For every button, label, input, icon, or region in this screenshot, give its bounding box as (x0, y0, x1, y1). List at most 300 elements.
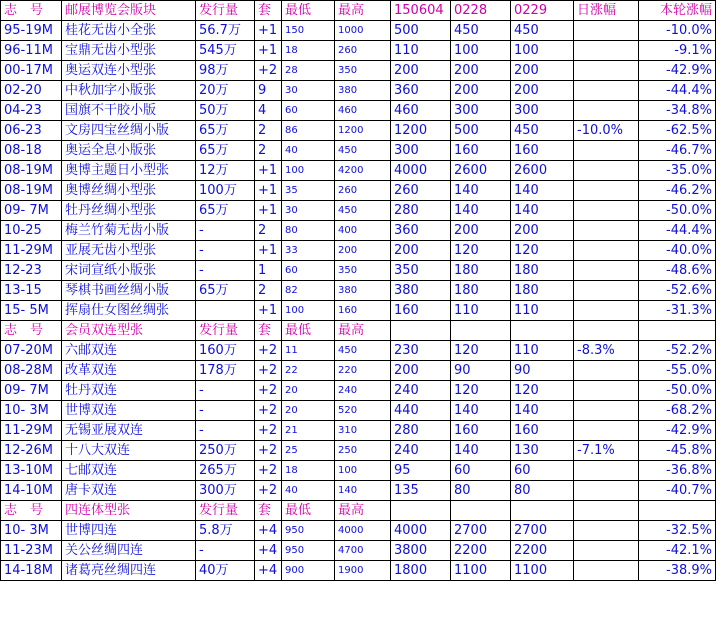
cell-d0229[interactable]: 180 (511, 261, 574, 281)
cell-high[interactable]: 520 (335, 401, 391, 421)
cell-issue[interactable]: 65万 (196, 141, 255, 161)
cell-id[interactable]: 11-29M (1, 421, 62, 441)
cell-low[interactable]: 100 (282, 301, 335, 321)
cell-id[interactable]: 11-29M (1, 241, 62, 261)
cell-name[interactable]: 亚展无齿小型张 (62, 241, 196, 261)
cell-set[interactable]: +2 (255, 401, 282, 421)
cell-d0228[interactable] (451, 321, 511, 341)
cell-round-change[interactable]: -31.3% (639, 301, 716, 321)
cell-round-change[interactable]: -38.9% (639, 561, 716, 581)
cell-low[interactable]: 11 (282, 341, 335, 361)
cell-set[interactable]: +4 (255, 541, 282, 561)
cell-low[interactable]: 40 (282, 481, 335, 501)
cell-low[interactable]: 20 (282, 381, 335, 401)
cell-id[interactable]: 12-23 (1, 261, 62, 281)
cell-name[interactable]: 会员双连型张 (62, 321, 196, 341)
cell-low[interactable]: 21 (282, 421, 335, 441)
cell-day-change[interactable] (574, 521, 639, 541)
cell-name[interactable]: 国旗不干胶小版 (62, 101, 196, 121)
cell-d0228[interactable]: 500 (451, 121, 511, 141)
cell-round-change[interactable]: -32.5% (639, 521, 716, 541)
cell-set[interactable]: +2 (255, 441, 282, 461)
cell-set[interactable]: +2 (255, 341, 282, 361)
cell-d0228[interactable]: 60 (451, 461, 511, 481)
cell-d150604[interactable]: 110 (391, 41, 451, 61)
cell-day-change[interactable] (574, 101, 639, 121)
cell-d0228[interactable]: 140 (451, 401, 511, 421)
cell-d0228[interactable]: 140 (451, 441, 511, 461)
cell-high[interactable]: 1200 (335, 121, 391, 141)
cell-d0229[interactable]: 300 (511, 101, 574, 121)
cell-issue[interactable]: - (196, 241, 255, 261)
cell-d0229[interactable]: 200 (511, 61, 574, 81)
cell-high[interactable]: 310 (335, 421, 391, 441)
cell-d0228[interactable]: 140 (451, 181, 511, 201)
cell-low[interactable]: 100 (282, 161, 335, 181)
cell-low[interactable]: 35 (282, 181, 335, 201)
cell-name[interactable]: 世博四连 (62, 521, 196, 541)
cell-d0229[interactable]: 200 (511, 81, 574, 101)
cell-day-change[interactable]: 日涨幅 (574, 1, 639, 21)
cell-id[interactable]: 志 号 (1, 1, 62, 21)
cell-day-change[interactable] (574, 461, 639, 481)
cell-id[interactable]: 08-18 (1, 141, 62, 161)
cell-d0229[interactable]: 110 (511, 301, 574, 321)
cell-d0229[interactable]: 2600 (511, 161, 574, 181)
cell-high[interactable]: 100 (335, 461, 391, 481)
cell-high[interactable]: 350 (335, 61, 391, 81)
cell-name[interactable]: 邮展博览会版块 (62, 1, 196, 21)
cell-id[interactable]: 志 号 (1, 501, 62, 521)
cell-id[interactable]: 11-23M (1, 541, 62, 561)
cell-d0229[interactable]: 2700 (511, 521, 574, 541)
cell-d0229[interactable]: 140 (511, 201, 574, 221)
cell-d0229[interactable]: 60 (511, 461, 574, 481)
cell-round-change[interactable]: -44.4% (639, 81, 716, 101)
cell-name[interactable]: 奥运全息小版张 (62, 141, 196, 161)
cell-round-change[interactable]: -44.4% (639, 221, 716, 241)
cell-d0228[interactable]: 160 (451, 141, 511, 161)
cell-day-change[interactable] (574, 81, 639, 101)
cell-d150604[interactable] (391, 321, 451, 341)
cell-low[interactable]: 950 (282, 541, 335, 561)
cell-d150604[interactable]: 500 (391, 21, 451, 41)
cell-name[interactable]: 六邮双连 (62, 341, 196, 361)
cell-issue[interactable]: - (196, 261, 255, 281)
cell-d150604[interactable]: 3800 (391, 541, 451, 561)
cell-issue[interactable]: 100万 (196, 181, 255, 201)
cell-id[interactable]: 08-19M (1, 181, 62, 201)
cell-d0229[interactable]: 1100 (511, 561, 574, 581)
cell-d0229[interactable]: 90 (511, 361, 574, 381)
cell-set[interactable]: 套 (255, 1, 282, 21)
cell-high[interactable]: 160 (335, 301, 391, 321)
cell-d0229[interactable]: 80 (511, 481, 574, 501)
cell-high[interactable]: 260 (335, 41, 391, 61)
cell-d150604[interactable]: 280 (391, 201, 451, 221)
cell-issue[interactable]: 5.8万 (196, 521, 255, 541)
cell-day-change[interactable] (574, 361, 639, 381)
cell-set[interactable]: +1 (255, 21, 282, 41)
cell-day-change[interactable] (574, 181, 639, 201)
cell-low[interactable]: 60 (282, 101, 335, 121)
cell-high[interactable]: 最高 (335, 321, 391, 341)
cell-set[interactable]: 2 (255, 141, 282, 161)
cell-name[interactable]: 世博双连 (62, 401, 196, 421)
cell-round-change[interactable]: -40.7% (639, 481, 716, 501)
cell-high[interactable]: 1000 (335, 21, 391, 41)
cell-high[interactable]: 最高 (335, 501, 391, 521)
cell-high[interactable]: 450 (335, 201, 391, 221)
cell-round-change[interactable]: -35.0% (639, 161, 716, 181)
cell-name[interactable]: 奥博主题日小型张 (62, 161, 196, 181)
cell-d150604[interactable]: 1800 (391, 561, 451, 581)
cell-low[interactable]: 60 (282, 261, 335, 281)
cell-issue[interactable]: 265万 (196, 461, 255, 481)
cell-high[interactable]: 240 (335, 381, 391, 401)
cell-name[interactable]: 中秋加字小版张 (62, 81, 196, 101)
cell-id[interactable]: 12-26M (1, 441, 62, 461)
cell-round-change[interactable]: -40.0% (639, 241, 716, 261)
cell-d150604[interactable]: 440 (391, 401, 451, 421)
cell-issue[interactable]: 发行量 (196, 501, 255, 521)
cell-day-change[interactable] (574, 261, 639, 281)
cell-day-change[interactable]: -10.0% (574, 121, 639, 141)
cell-issue[interactable]: 65万 (196, 201, 255, 221)
cell-name[interactable]: 文房四宝丝绸小版 (62, 121, 196, 141)
cell-d0228[interactable]: 200 (451, 61, 511, 81)
cell-d0229[interactable]: 140 (511, 401, 574, 421)
cell-d150604[interactable]: 300 (391, 141, 451, 161)
cell-round-change[interactable]: -52.2% (639, 341, 716, 361)
cell-d0228[interactable]: 140 (451, 201, 511, 221)
cell-id[interactable]: 09- 7M (1, 381, 62, 401)
cell-day-change[interactable] (574, 201, 639, 221)
cell-id[interactable]: 志 号 (1, 321, 62, 341)
cell-issue[interactable]: 50万 (196, 101, 255, 121)
cell-set[interactable]: 2 (255, 221, 282, 241)
cell-set[interactable]: 2 (255, 121, 282, 141)
cell-issue[interactable]: 98万 (196, 61, 255, 81)
cell-d0228[interactable]: 1100 (451, 561, 511, 581)
cell-d0229[interactable]: 100 (511, 41, 574, 61)
cell-day-change[interactable] (574, 381, 639, 401)
cell-id[interactable]: 14-18M (1, 561, 62, 581)
cell-day-change[interactable] (574, 41, 639, 61)
cell-d0228[interactable]: 110 (451, 301, 511, 321)
cell-set[interactable]: +2 (255, 461, 282, 481)
cell-name[interactable]: 牡丹双连 (62, 381, 196, 401)
cell-day-change[interactable] (574, 241, 639, 261)
cell-set[interactable]: +1 (255, 241, 282, 261)
cell-d0228[interactable]: 200 (451, 81, 511, 101)
cell-d0228[interactable]: 2700 (451, 521, 511, 541)
cell-id[interactable]: 02-20 (1, 81, 62, 101)
cell-high[interactable]: 200 (335, 241, 391, 261)
cell-d150604[interactable]: 380 (391, 281, 451, 301)
cell-low[interactable]: 30 (282, 81, 335, 101)
cell-d0228[interactable]: 80 (451, 481, 511, 501)
cell-low[interactable]: 40 (282, 141, 335, 161)
cell-low[interactable]: 22 (282, 361, 335, 381)
cell-high[interactable]: 260 (335, 181, 391, 201)
cell-d150604[interactable] (391, 501, 451, 521)
cell-high[interactable]: 250 (335, 441, 391, 461)
cell-issue[interactable]: - (196, 381, 255, 401)
cell-id[interactable]: 10- 3M (1, 521, 62, 541)
cell-round-change[interactable]: -36.8% (639, 461, 716, 481)
cell-d150604[interactable]: 1200 (391, 121, 451, 141)
cell-id[interactable]: 10- 3M (1, 401, 62, 421)
cell-round-change[interactable]: -45.8% (639, 441, 716, 461)
cell-d0228[interactable]: 90 (451, 361, 511, 381)
cell-name[interactable]: 梅兰竹菊无齿小版 (62, 221, 196, 241)
cell-id[interactable]: 95-19M (1, 21, 62, 41)
cell-issue[interactable]: 发行量 (196, 1, 255, 21)
cell-d0228[interactable]: 180 (451, 261, 511, 281)
cell-set[interactable]: +4 (255, 521, 282, 541)
cell-day-change[interactable] (574, 401, 639, 421)
cell-d0229[interactable]: 140 (511, 181, 574, 201)
cell-issue[interactable]: 300万 (196, 481, 255, 501)
cell-day-change[interactable] (574, 541, 639, 561)
cell-round-change[interactable]: -9.1% (639, 41, 716, 61)
cell-d0228[interactable]: 2600 (451, 161, 511, 181)
cell-d150604[interactable]: 360 (391, 81, 451, 101)
cell-high[interactable]: 450 (335, 141, 391, 161)
cell-d0229[interactable]: 130 (511, 441, 574, 461)
cell-set[interactable]: +1 (255, 201, 282, 221)
cell-d150604[interactable]: 4000 (391, 161, 451, 181)
cell-d0229[interactable]: 200 (511, 221, 574, 241)
cell-d150604[interactable]: 135 (391, 481, 451, 501)
cell-d0228[interactable]: 160 (451, 421, 511, 441)
cell-id[interactable]: 09- 7M (1, 201, 62, 221)
cell-d150604[interactable]: 95 (391, 461, 451, 481)
cell-set[interactable]: +1 (255, 41, 282, 61)
cell-name[interactable]: 宋词宣纸小版张 (62, 261, 196, 281)
cell-issue[interactable]: - (196, 541, 255, 561)
cell-d150604[interactable]: 4000 (391, 521, 451, 541)
cell-high[interactable]: 4000 (335, 521, 391, 541)
cell-set[interactable]: +2 (255, 61, 282, 81)
cell-set[interactable]: +2 (255, 481, 282, 501)
cell-set[interactable]: +1 (255, 161, 282, 181)
cell-low[interactable]: 最低 (282, 321, 335, 341)
cell-day-change[interactable] (574, 321, 639, 341)
cell-d150604[interactable]: 160 (391, 301, 451, 321)
cell-low[interactable]: 150 (282, 21, 335, 41)
cell-day-change[interactable]: -8.3% (574, 341, 639, 361)
cell-set[interactable]: 9 (255, 81, 282, 101)
cell-d0229[interactable]: 450 (511, 121, 574, 141)
cell-high[interactable]: 1900 (335, 561, 391, 581)
cell-round-change[interactable]: -10.0% (639, 21, 716, 41)
cell-d0228[interactable]: 120 (451, 341, 511, 361)
cell-issue[interactable]: 250万 (196, 441, 255, 461)
cell-round-change[interactable]: -50.0% (639, 201, 716, 221)
cell-d150604[interactable]: 240 (391, 381, 451, 401)
cell-d150604[interactable]: 360 (391, 221, 451, 241)
cell-high[interactable]: 460 (335, 101, 391, 121)
cell-set[interactable]: 套 (255, 501, 282, 521)
cell-day-change[interactable] (574, 141, 639, 161)
cell-low[interactable]: 30 (282, 201, 335, 221)
cell-d0229[interactable]: 160 (511, 421, 574, 441)
cell-issue[interactable]: 178万 (196, 361, 255, 381)
cell-round-change[interactable]: -48.6% (639, 261, 716, 281)
cell-round-change[interactable]: -42.9% (639, 61, 716, 81)
cell-high[interactable]: 最高 (335, 1, 391, 21)
cell-day-change[interactable] (574, 501, 639, 521)
cell-high[interactable]: 4200 (335, 161, 391, 181)
cell-name[interactable]: 挥扇仕女图丝绸张 (62, 301, 196, 321)
cell-d0229[interactable]: 450 (511, 21, 574, 41)
cell-d0229[interactable]: 110 (511, 341, 574, 361)
cell-low[interactable]: 20 (282, 401, 335, 421)
cell-round-change[interactable] (639, 501, 716, 521)
cell-name[interactable]: 诸葛亮丝绸四连 (62, 561, 196, 581)
cell-high[interactable]: 220 (335, 361, 391, 381)
cell-d150604[interactable]: 150604 (391, 1, 451, 21)
cell-d150604[interactable]: 240 (391, 441, 451, 461)
cell-day-change[interactable] (574, 61, 639, 81)
cell-set[interactable]: 套 (255, 321, 282, 341)
cell-d150604[interactable]: 260 (391, 181, 451, 201)
cell-round-change[interactable]: -34.8% (639, 101, 716, 121)
cell-name[interactable]: 无锡亚展双连 (62, 421, 196, 441)
cell-low[interactable]: 80 (282, 221, 335, 241)
cell-id[interactable]: 00-17M (1, 61, 62, 81)
cell-d150604[interactable]: 460 (391, 101, 451, 121)
cell-name[interactable]: 桂花无齿小全张 (62, 21, 196, 41)
cell-name[interactable]: 琴棋书画丝绸小版 (62, 281, 196, 301)
cell-set[interactable]: +4 (255, 561, 282, 581)
cell-set[interactable]: +2 (255, 361, 282, 381)
cell-id[interactable]: 07-20M (1, 341, 62, 361)
cell-d0229[interactable]: 180 (511, 281, 574, 301)
cell-d0228[interactable]: 120 (451, 241, 511, 261)
cell-id[interactable]: 14-10M (1, 481, 62, 501)
cell-name[interactable]: 关公丝绸四连 (62, 541, 196, 561)
cell-d150604[interactable]: 200 (391, 241, 451, 261)
cell-day-change[interactable] (574, 161, 639, 181)
cell-issue[interactable]: 65万 (196, 281, 255, 301)
cell-id[interactable]: 15- 5M (1, 301, 62, 321)
cell-day-change[interactable] (574, 221, 639, 241)
cell-d0228[interactable]: 180 (451, 281, 511, 301)
cell-round-change[interactable]: -42.1% (639, 541, 716, 561)
cell-issue[interactable]: - (196, 401, 255, 421)
cell-day-change[interactable] (574, 21, 639, 41)
cell-day-change[interactable] (574, 281, 639, 301)
cell-round-change[interactable]: -62.5% (639, 121, 716, 141)
cell-round-change[interactable]: -42.9% (639, 421, 716, 441)
cell-issue[interactable]: 160万 (196, 341, 255, 361)
cell-high[interactable]: 140 (335, 481, 391, 501)
cell-set[interactable]: +2 (255, 381, 282, 401)
cell-id[interactable]: 13-15 (1, 281, 62, 301)
cell-issue[interactable]: 545万 (196, 41, 255, 61)
cell-d0229[interactable]: 120 (511, 381, 574, 401)
cell-low[interactable]: 86 (282, 121, 335, 141)
cell-day-change[interactable] (574, 481, 639, 501)
cell-day-change[interactable] (574, 301, 639, 321)
cell-round-change[interactable]: -68.2% (639, 401, 716, 421)
cell-d150604[interactable]: 280 (391, 421, 451, 441)
cell-d0229[interactable] (511, 501, 574, 521)
cell-d150604[interactable]: 230 (391, 341, 451, 361)
cell-set[interactable]: 1 (255, 261, 282, 281)
cell-name[interactable]: 四连体型张 (62, 501, 196, 521)
cell-set[interactable]: +1 (255, 181, 282, 201)
cell-d0228[interactable]: 450 (451, 21, 511, 41)
cell-id[interactable]: 06-23 (1, 121, 62, 141)
cell-d0229[interactable]: 0229 (511, 1, 574, 21)
cell-name[interactable]: 牡丹丝绸小型张 (62, 201, 196, 221)
cell-high[interactable]: 380 (335, 81, 391, 101)
cell-day-change[interactable] (574, 561, 639, 581)
cell-name[interactable]: 奥博丝绸小型张 (62, 181, 196, 201)
cell-name[interactable]: 宝鼎无齿小型张 (62, 41, 196, 61)
cell-high[interactable]: 380 (335, 281, 391, 301)
cell-d150604[interactable]: 200 (391, 361, 451, 381)
cell-low[interactable]: 最低 (282, 1, 335, 21)
cell-issue[interactable]: 56.7万 (196, 21, 255, 41)
cell-d0229[interactable]: 2200 (511, 541, 574, 561)
cell-low[interactable]: 82 (282, 281, 335, 301)
cell-round-change[interactable] (639, 321, 716, 341)
cell-id[interactable]: 08-28M (1, 361, 62, 381)
cell-day-change[interactable]: -7.1% (574, 441, 639, 461)
cell-name[interactable]: 唐卡双连 (62, 481, 196, 501)
cell-d0228[interactable]: 200 (451, 221, 511, 241)
cell-high[interactable]: 400 (335, 221, 391, 241)
cell-high[interactable]: 350 (335, 261, 391, 281)
cell-d0229[interactable]: 160 (511, 141, 574, 161)
cell-set[interactable]: +1 (255, 301, 282, 321)
cell-issue[interactable]: 65万 (196, 121, 255, 141)
cell-round-change[interactable]: -50.0% (639, 381, 716, 401)
cell-high[interactable]: 4700 (335, 541, 391, 561)
cell-low[interactable]: 950 (282, 521, 335, 541)
cell-d0229[interactable]: 120 (511, 241, 574, 261)
cell-high[interactable]: 450 (335, 341, 391, 361)
cell-issue[interactable]: 发行量 (196, 321, 255, 341)
cell-set[interactable]: 2 (255, 281, 282, 301)
cell-round-change[interactable]: -52.6% (639, 281, 716, 301)
cell-low[interactable]: 900 (282, 561, 335, 581)
cell-id[interactable]: 10-25 (1, 221, 62, 241)
cell-issue[interactable]: 12万 (196, 161, 255, 181)
cell-id[interactable]: 96-11M (1, 41, 62, 61)
cell-d0229[interactable] (511, 321, 574, 341)
cell-issue[interactable]: - (196, 421, 255, 441)
cell-low[interactable]: 33 (282, 241, 335, 261)
cell-low[interactable]: 18 (282, 461, 335, 481)
cell-day-change[interactable] (574, 421, 639, 441)
cell-name[interactable]: 七邮双连 (62, 461, 196, 481)
cell-issue[interactable]: - (196, 221, 255, 241)
cell-round-change[interactable]: -46.2% (639, 181, 716, 201)
cell-issue[interactable]: 20万 (196, 81, 255, 101)
cell-id[interactable]: 08-19M (1, 161, 62, 181)
cell-d150604[interactable]: 200 (391, 61, 451, 81)
cell-d0228[interactable]: 100 (451, 41, 511, 61)
cell-issue[interactable]: 40万 (196, 561, 255, 581)
cell-d0228[interactable]: 0228 (451, 1, 511, 21)
cell-id[interactable]: 04-23 (1, 101, 62, 121)
